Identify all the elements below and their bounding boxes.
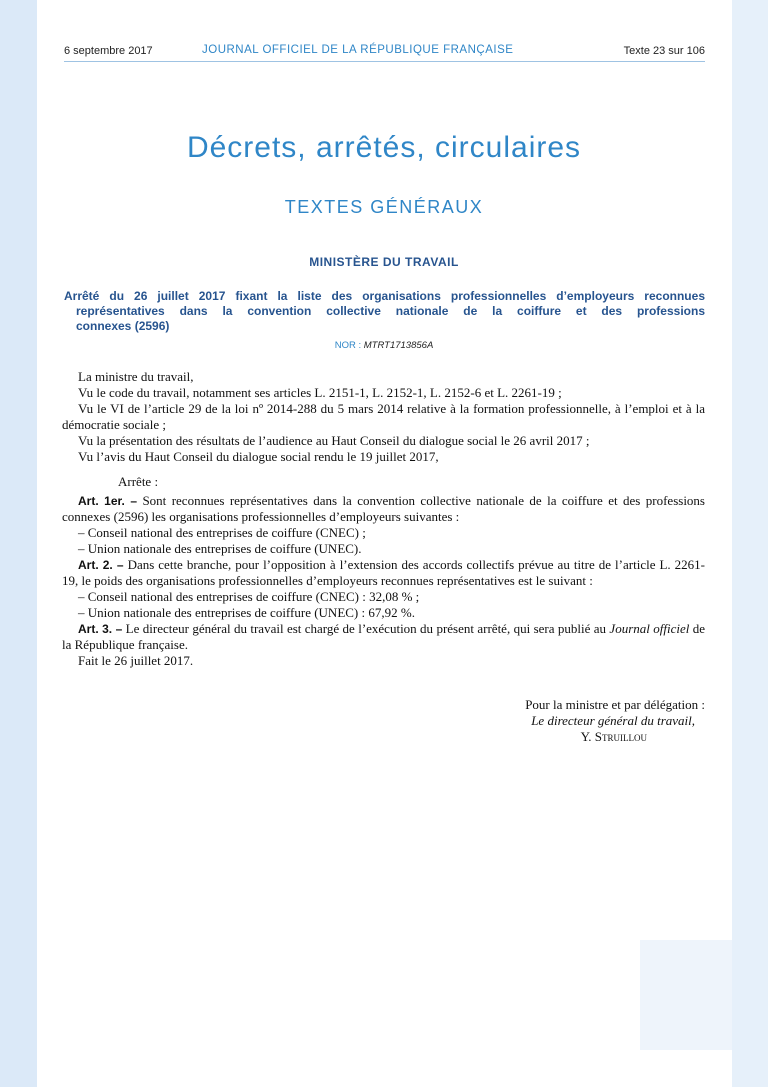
header-journal-title: JOURNAL OFFICIEL DE LA RÉPUBLIQUE FRANÇAISE [202,44,514,56]
article-1-text: Sont reconnues représentatives dans la convention collective nationale de la coiffure et des professions connexes (2596) les organisations professionnelles d’employeurs suivantes : [62,493,705,524]
nor-label: NOR : [334,340,364,351]
header-divider [64,61,705,62]
arrete-title-line-1: Arrêté du 26 juillet 2017 fixant la liste des organisations professionnelles d’employeurs reconnues [64,289,705,303]
signature-role: Le directeur général du travail, [531,713,695,728]
page-header [64,40,705,60]
signature-name: Y. Struillou [580,729,647,744]
header-text-number: Texte 23 sur 106 [623,45,705,57]
article-1-item-2: – Union nationale des entreprises de coiffure (UNEC). [78,541,362,556]
nor-code: MTRT1713856A [363,340,434,351]
preamble-vu-avis: Vu l’avis du Haut Conseil du dialogue social rendu le 19 juillet 2017, [78,449,439,464]
arrete-title [64,289,705,334]
signature-block [430,697,705,745]
corner-tint [640,940,732,1050]
document-body [62,369,705,669]
article-1-label: Art. 1er. – [78,494,138,508]
article-3 [62,621,705,653]
preamble-vu-loi: Vu le VI de l’article 29 de la loi nº 2014-288 du 5 mars 2014 relative à la formation professionnelle, à l’emploi et à la démocratie sociale ; [62,401,705,432]
article-1-item-1: – Conseil national des entreprises de coiffure (CNEC) ; [78,525,366,540]
main-title: Décrets, arrêtés, circulaires [186,131,582,164]
arrete-title-line-3: connexes (2596) [76,319,170,333]
article-3-text-after: de la République française. [62,621,706,652]
section-title: TEXTES GÉNÉRAUX [284,197,484,217]
preamble-vu-presentation: Vu la présentation des résultats de l’audience au Haut Conseil du dialogue social le 26 avril 2017 ; [78,433,590,448]
preamble-minister: La ministre du travail, [78,369,194,384]
header-date: 6 septembre 2017 [64,45,153,57]
article-1 [62,493,705,525]
signature-delegation: Pour la ministre et par délégation : [525,697,705,712]
article-2-item-1: – Conseil national des entreprises de coiffure (CNEC) : 32,08 % ; [78,589,420,604]
nor-reference [0,340,768,351]
ministry-heading: MINISTÈRE DU TRAVAIL [309,255,459,269]
preamble-vu-code: Vu le code du travail, notamment ses articles L. 2151-1, L. 2152-1, L. 2152-6 et L. 2261-19 ; [78,385,562,400]
article-3-journal-italic: Journal officiel [609,621,690,636]
article-2-label: Art. 2. – [78,558,124,572]
arrete-title-line-2: représentatives dans la convention collective nationale de la coiffure et des professions [76,304,705,318]
fait-le: Fait le 26 juillet 2017. [78,653,194,668]
article-2-text: Dans cette branche, pour l’opposition à l’extension des accords collectifs prévue au titre de l’article L. 2261-19, le poids des organisations professionnelles d’employeurs reconnues représentatives est le suivant : [62,557,706,588]
article-2 [62,557,705,589]
article-3-label: Art. 3. – [78,622,123,636]
article-3-text-before: Le directeur général du travail est chargé de l’exécution du présent arrêté, qui sera publié au [125,621,610,636]
arrete-word: Arrête : [118,474,159,489]
article-2-item-2: – Union nationale des entreprises de coiffure (UNEC) : 67,92 %. [78,605,415,620]
